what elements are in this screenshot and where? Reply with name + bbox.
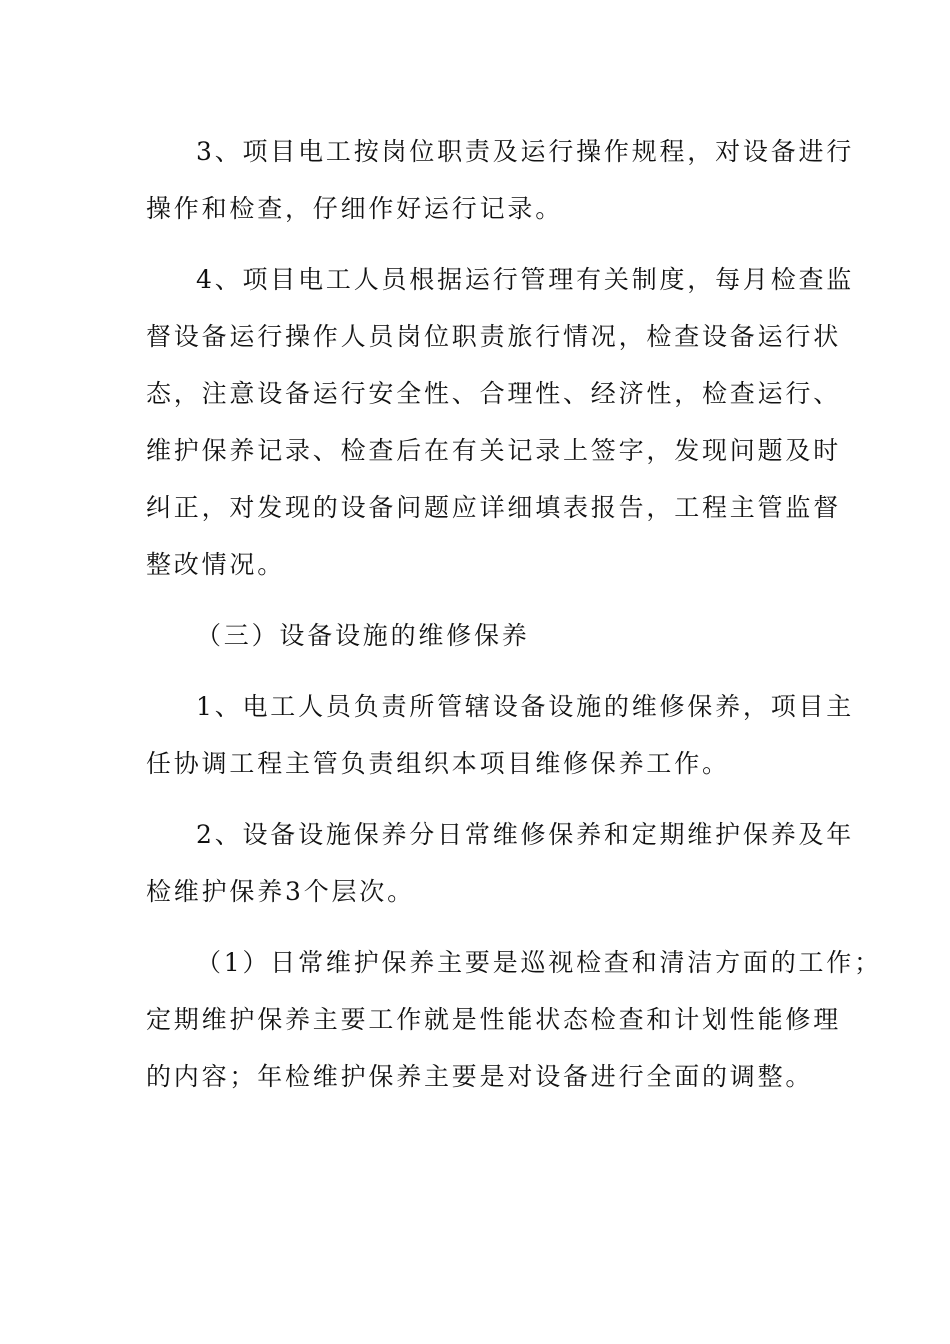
- paragraph-maint-2-1-line-2: 定期维护保养主要工作就是性能状态检查和计划性能修理: [146, 1005, 842, 1034]
- paragraph-item-4-line-6: 整改情况。: [146, 550, 286, 579]
- paragraph-item-4-line-3: 态，注意设备运行安全性、合理性、经济性，检查运行、: [146, 379, 842, 408]
- paragraph-item-4-line-4: 维护保养记录、检查后在有关记录上签字，发现问题及时: [146, 436, 842, 465]
- paragraph-item-4-line-5: 纠正，对发现的设备问题应详细填表报告，工程主管监督: [146, 493, 842, 522]
- paragraph-item-3-line-1: 3、项目电工按岗位职责及运行操作规程，对设备进行: [196, 137, 855, 166]
- paragraph-item-4-line-2: 督设备运行操作人员岗位职责旅行情况，检查设备运行状: [146, 322, 842, 351]
- paragraph-item-4-line-1: 4、项目电工人员根据运行管理有关制度，每月检查监: [196, 265, 855, 294]
- paragraph-maint-1-line-2: 任协调工程主管负责组织本项目维修保养工作。: [146, 749, 730, 778]
- paragraph-maint-2-line-1: 2、设备设施保养分日常维修保养和定期维护保养及年: [196, 820, 855, 849]
- paragraph-maint-2-1-line-3: 的内容；年检维护保养主要是对设备进行全面的调整。: [146, 1062, 814, 1091]
- paragraph-item-3-line-2: 操作和检查，仔细作好运行记录。: [146, 194, 564, 223]
- paragraph-maint-2-line-2: 检维护保养3个层次。: [146, 877, 415, 906]
- paragraph-maint-1-line-1: 1、电工人员负责所管辖设备设施的维修保养，项目主: [196, 692, 855, 721]
- paragraph-maint-2-1-line-1: （1）日常维护保养主要是巡视检查和清洁方面的工作；: [196, 948, 882, 977]
- section-heading: （三）设备设施的维修保养: [196, 621, 530, 650]
